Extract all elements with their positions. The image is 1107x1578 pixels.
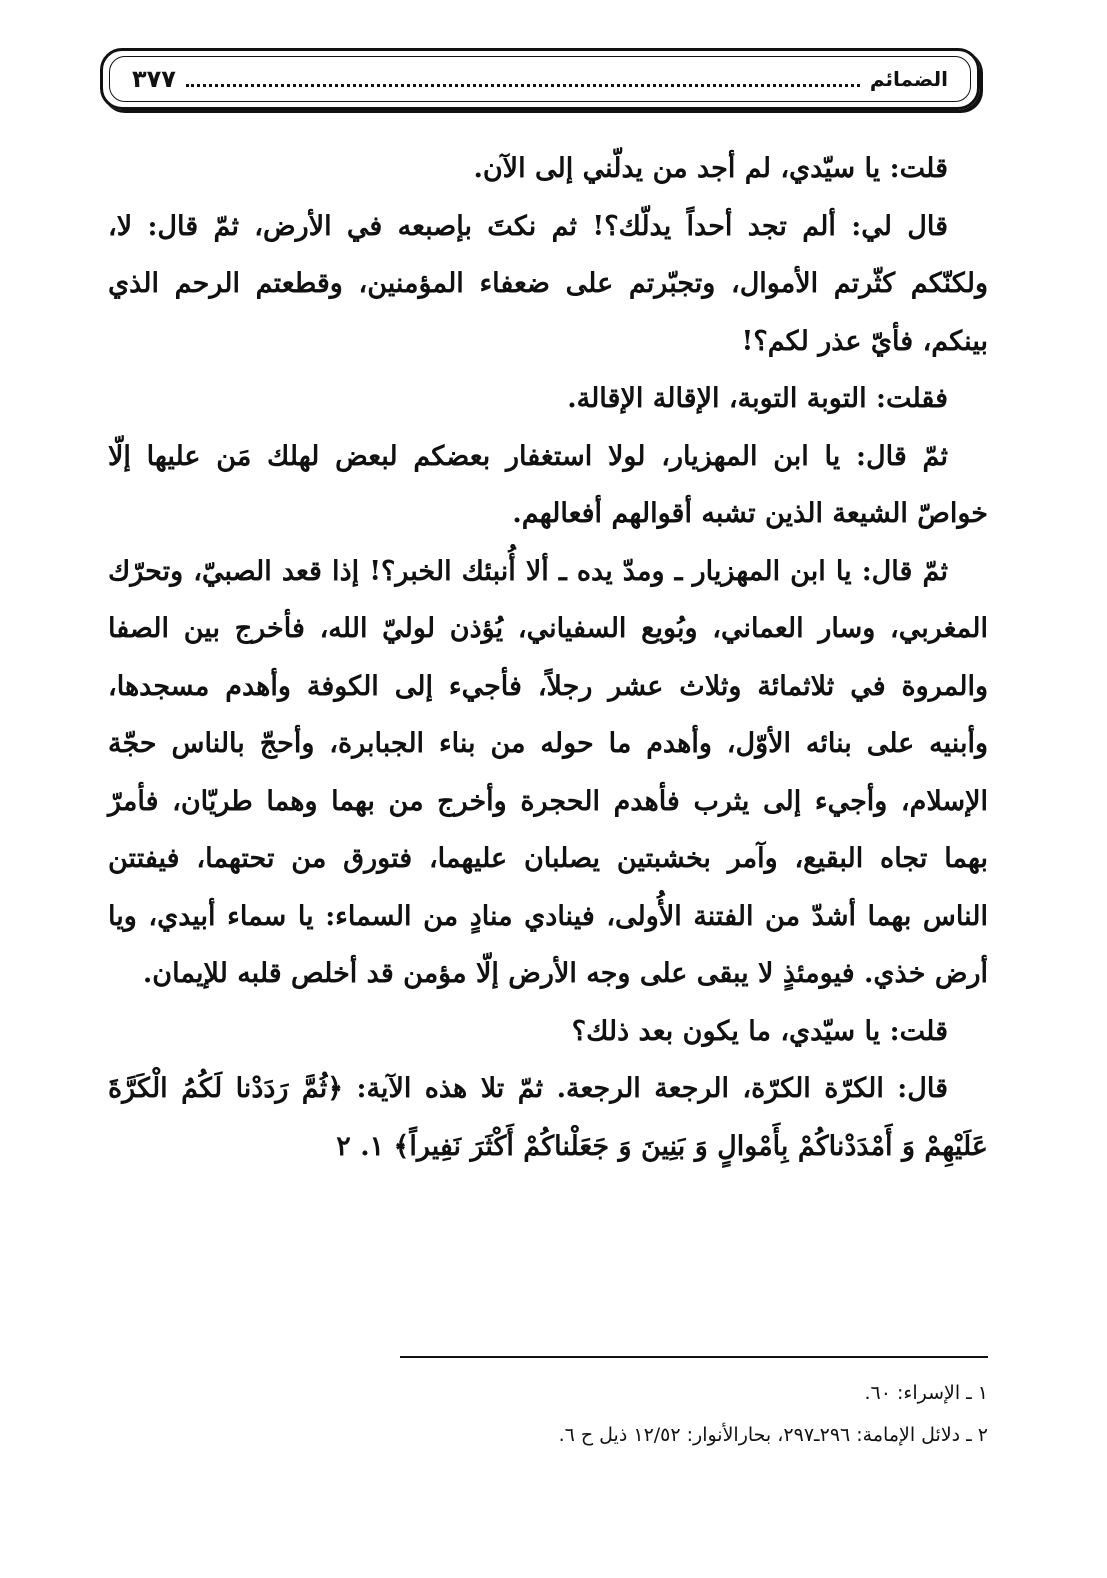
- page-header: [100, 48, 980, 110]
- footnote: ٢ ـ دلائل الإمامة: ٢٩٦ـ٢٩٧، بحارالأنوار: ١٢/٥٢ ذيل ح ٦.: [558, 1424, 988, 1446]
- paragraph: ثمّ قال: يا ابن المهزيار، لولا استغفار بعضكم لبعض لهلك مَن عليها إلّا خواصّ الشيعة الذين تشبه أقوالهم أفعالهم.: [108, 440, 988, 529]
- paragraph: قال: الكرّة الكرّة، الرجعة الرجعة. ثمّ تلا هذه الآية: ﴿ثُمَّ رَدَدْنا لَكُمُ الْكَرَّةَ عَلَيْهِمْ وَ أَمْدَدْناكُمْ بِأَمْوالٍ وَ بَنِينَ وَ جَعَلْناكُمْ أَكْثَرَ نَفِيراً﴾ ١. ٢: [108, 1073, 988, 1162]
- paragraph: قلت: يا سيّدي، لم أجد من يدلّني إلى الآن.: [473, 153, 948, 184]
- footnotes: [108, 1372, 988, 1456]
- footnote-divider: [400, 1356, 988, 1358]
- header-leader-dots: [186, 72, 860, 87]
- main-text: [108, 140, 988, 1175]
- paragraph: ثمّ قال: يا ابن المهزيار ـ ومدّ يده ـ ألا أُنبئك الخبر؟! إذا قعد الصبيّ، وتحرّك المغربي، وسار العماني، وبُويع السفياني، يُؤذن لوليّ الله، فأخرج بين الصفا والمروة في ثلاثمائة وثلاث عشر رجلاً، فأجيء إلى الكوفة وأهدم مسجدها، وأبنيه على بنائه الأوّل، وأهدم ما حوله من بناء الجبابرة، وأحجّ بالناس حجّة الإسلام، وأجيء إلى يثرب فأهدم الحجرة وأخرج من بهما وهما طريّان، فأمرّ بهما تجاه البقيع، وآمر بخشبتين يصلبان عليهما، فتورق من تحتهما، فيفتتن الناس بهما أشدّ من الفتنة الأُولى، فينادي منادٍ من السماء: يا سماء أبيدي، ويا أرض خذي. فيومئذٍ لا يبقى على وجه الأرض إلّا مؤمن قد أخلص قلبه للإيمان.: [108, 555, 988, 989]
- paragraph: فقلت: التوبة التوبة، الإقالة الإقالة.: [567, 383, 948, 414]
- paragraph: قلت: يا سيّدي، ما يكون بعد ذلك؟: [571, 1015, 948, 1047]
- page-number: ٣٧٧: [132, 65, 176, 93]
- running-title: الضمائم: [869, 67, 948, 91]
- page-header-inner: [109, 56, 971, 102]
- paragraph: قال لي: ألم تجد أحداً يدلّك؟! ثم نكتَ بإصبعه في الأرض، ثمّ قال: لا، ولكنّكم كثّرتم الأموال، وتجبّرتم على ضعفاء المؤمنين، وقطعتم الرحم الذي بينكم، فأيّ عذر لكم؟!: [108, 210, 988, 357]
- footnote: ١ ـ الإسراء: ٦٠.: [864, 1382, 988, 1404]
